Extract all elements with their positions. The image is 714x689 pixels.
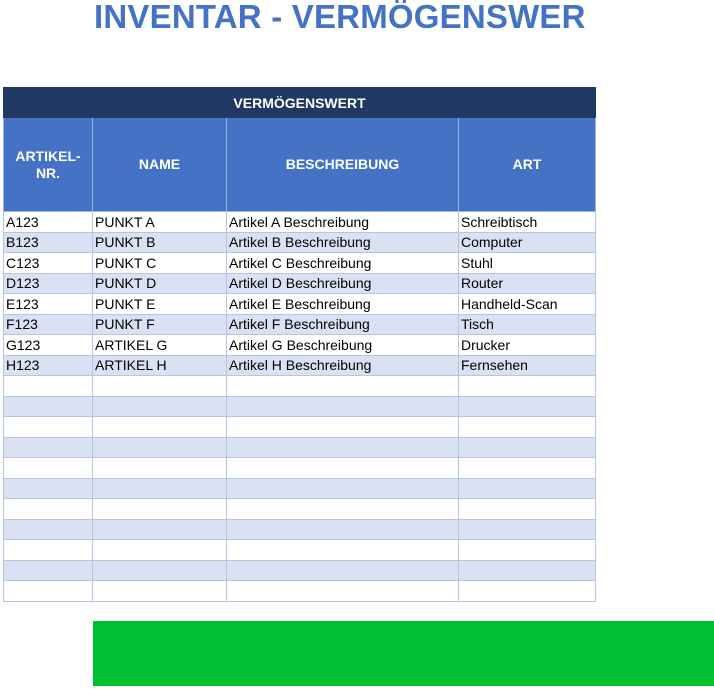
art-cell[interactable]: Router bbox=[459, 273, 596, 294]
art-cell[interactable]: Handheld-Scan bbox=[459, 294, 596, 315]
group-header-vermoegenswert[interactable]: VERMÖGENSWERT bbox=[4, 88, 596, 118]
artikel-nr-cell[interactable]: B123 bbox=[4, 232, 93, 253]
art-cell[interactable] bbox=[459, 417, 596, 438]
artikel-nr-cell[interactable] bbox=[4, 499, 93, 520]
name-cell[interactable] bbox=[93, 458, 227, 479]
beschreibung-cell[interactable] bbox=[227, 417, 459, 438]
table-row bbox=[4, 273, 596, 294]
art-cell[interactable]: Schreibtisch bbox=[459, 212, 596, 233]
beschreibung-cell[interactable] bbox=[227, 458, 459, 479]
artikel-nr-cell[interactable]: A123 bbox=[4, 212, 93, 233]
table-body bbox=[4, 212, 596, 602]
beschreibung-cell[interactable]: Artikel H Beschreibung bbox=[227, 355, 459, 376]
table-row bbox=[4, 335, 596, 356]
beschreibung-cell[interactable] bbox=[227, 376, 459, 397]
name-cell[interactable] bbox=[93, 478, 227, 499]
table-row bbox=[4, 253, 596, 274]
table-row bbox=[4, 294, 596, 315]
name-cell[interactable]: PUNKT C bbox=[93, 253, 227, 274]
artikel-nr-cell[interactable] bbox=[4, 417, 93, 438]
name-cell[interactable]: ARTIKEL G bbox=[93, 335, 227, 356]
art-cell[interactable] bbox=[459, 581, 596, 602]
beschreibung-cell[interactable]: Artikel E Beschreibung bbox=[227, 294, 459, 315]
artikel-nr-cell[interactable] bbox=[4, 560, 93, 581]
art-cell[interactable]: Stuhl bbox=[459, 253, 596, 274]
table-row bbox=[4, 355, 596, 376]
table-row bbox=[4, 478, 596, 499]
name-cell[interactable]: PUNKT A bbox=[93, 212, 227, 233]
name-cell[interactable] bbox=[93, 376, 227, 397]
artikel-nr-cell[interactable] bbox=[4, 540, 93, 561]
beschreibung-cell[interactable]: Artikel A Beschreibung bbox=[227, 212, 459, 233]
artikel-nr-cell[interactable]: E123 bbox=[4, 294, 93, 315]
table-row bbox=[4, 560, 596, 581]
art-cell[interactable] bbox=[459, 540, 596, 561]
table-row bbox=[4, 540, 596, 561]
artikel-nr-cell[interactable]: H123 bbox=[4, 355, 93, 376]
beschreibung-cell[interactable]: Artikel C Beschreibung bbox=[227, 253, 459, 274]
artikel-nr-cell[interactable]: F123 bbox=[4, 314, 93, 335]
artikel-nr-cell[interactable] bbox=[4, 458, 93, 479]
artikel-nr-cell[interactable] bbox=[4, 396, 93, 417]
name-cell[interactable]: PUNKT F bbox=[93, 314, 227, 335]
artikel-nr-cell[interactable]: D123 bbox=[4, 273, 93, 294]
table-row bbox=[4, 396, 596, 417]
beschreibung-cell[interactable]: Artikel B Beschreibung bbox=[227, 232, 459, 253]
art-cell[interactable]: Tisch bbox=[459, 314, 596, 335]
name-cell[interactable]: PUNKT E bbox=[93, 294, 227, 315]
artikel-nr-cell[interactable] bbox=[4, 519, 93, 540]
beschreibung-cell[interactable] bbox=[227, 560, 459, 581]
art-cell[interactable] bbox=[459, 499, 596, 520]
table-row bbox=[4, 458, 596, 479]
artikel-nr-cell[interactable] bbox=[4, 478, 93, 499]
beschreibung-cell[interactable] bbox=[227, 396, 459, 417]
name-cell[interactable] bbox=[93, 519, 227, 540]
art-cell[interactable] bbox=[459, 437, 596, 458]
table-group-header-row bbox=[4, 88, 596, 118]
name-cell[interactable] bbox=[93, 396, 227, 417]
table-row bbox=[4, 437, 596, 458]
name-cell[interactable]: PUNKT B bbox=[93, 232, 227, 253]
table-row bbox=[4, 417, 596, 438]
name-cell[interactable] bbox=[93, 581, 227, 602]
table-row bbox=[4, 314, 596, 335]
art-cell[interactable] bbox=[459, 560, 596, 581]
name-cell[interactable] bbox=[93, 417, 227, 438]
name-cell[interactable] bbox=[93, 437, 227, 458]
column-header-beschreibung[interactable]: BESCHREIBUNG bbox=[227, 118, 459, 212]
name-cell[interactable] bbox=[93, 499, 227, 520]
beschreibung-cell[interactable]: Artikel F Beschreibung bbox=[227, 314, 459, 335]
name-cell[interactable]: ARTIKEL H bbox=[93, 355, 227, 376]
art-cell[interactable]: Computer bbox=[459, 232, 596, 253]
artikel-nr-cell[interactable] bbox=[4, 376, 93, 397]
column-header-art[interactable]: ART bbox=[459, 118, 596, 212]
artikel-nr-cell[interactable]: C123 bbox=[4, 253, 93, 274]
art-cell[interactable] bbox=[459, 458, 596, 479]
table-row bbox=[4, 499, 596, 520]
page-title: INVENTAR - VERMÖGENSWER bbox=[94, 0, 586, 35]
name-cell[interactable] bbox=[93, 560, 227, 581]
artikel-nr-cell[interactable]: G123 bbox=[4, 335, 93, 356]
table-row bbox=[4, 581, 596, 602]
table-row bbox=[4, 376, 596, 397]
table-row bbox=[4, 212, 596, 233]
artikel-nr-cell[interactable] bbox=[4, 581, 93, 602]
column-header-artikel-nr[interactable]: ARTIKEL-NR. bbox=[4, 118, 93, 212]
column-header-name[interactable]: NAME bbox=[93, 118, 227, 212]
table-row bbox=[4, 519, 596, 540]
beschreibung-cell[interactable] bbox=[227, 540, 459, 561]
beschreibung-cell[interactable] bbox=[227, 437, 459, 458]
beschreibung-cell[interactable] bbox=[227, 581, 459, 602]
beschreibung-cell[interactable] bbox=[227, 478, 459, 499]
table-row bbox=[4, 232, 596, 253]
beschreibung-cell[interactable] bbox=[227, 499, 459, 520]
artikel-nr-cell[interactable] bbox=[4, 437, 93, 458]
green-banner bbox=[93, 621, 714, 686]
art-cell[interactable]: Fernsehen bbox=[459, 355, 596, 376]
table-column-header-row bbox=[4, 118, 596, 212]
art-cell[interactable] bbox=[459, 519, 596, 540]
name-cell[interactable]: PUNKT D bbox=[93, 273, 227, 294]
beschreibung-cell[interactable]: Artikel G Beschreibung bbox=[227, 335, 459, 356]
art-cell[interactable] bbox=[459, 376, 596, 397]
name-cell[interactable] bbox=[93, 540, 227, 561]
art-cell[interactable] bbox=[459, 478, 596, 499]
art-cell[interactable]: Drucker bbox=[459, 335, 596, 356]
inventory-table bbox=[3, 87, 596, 602]
beschreibung-cell[interactable]: Artikel D Beschreibung bbox=[227, 273, 459, 294]
art-cell[interactable] bbox=[459, 396, 596, 417]
beschreibung-cell[interactable] bbox=[227, 519, 459, 540]
